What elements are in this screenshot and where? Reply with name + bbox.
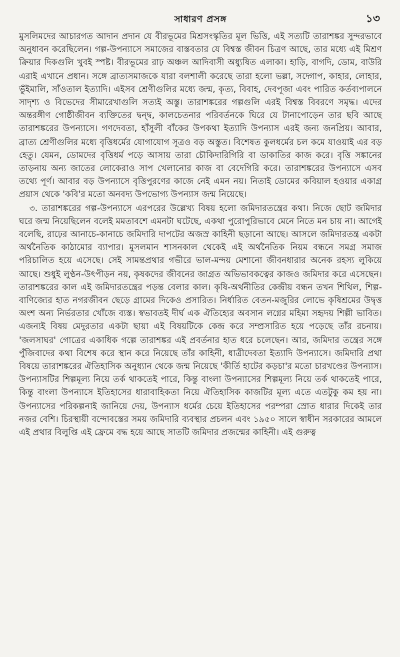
paragraph-1: মুসলিমদের আচারগত আদান প্রদান যে বীরভূমের মিশ্রসংস্কৃতির মূল ভিত্তি, এই সত্যটি তারাশঙ্কর সুন্দরভাবে অনুধাবন করেছিলেন। গল্প-উপন্যাসে সমাজের বাস্তবতার যে বিশ্বস্ত জীবন চিত্রণ আছে, তার মধ্যে এই মিশ্রণ ক্রিয়ার দিকগুলি খুবই স্পষ্ট। বীরভূমের রাঢ় অঞ্চল আদিবাসী অধ্যুষিত এলাকা। হাড়ি, বাগদি, ডোম, বাউরি এরাই এখানে প্রধান। সঙ্গে ব্রাত্যসমাজকে যারা বলশালী করেছে তারা হলো ভল্লা, সদ্গোপ, কাহার, লোহার, ভুঁইমালি, সাঁওতাল ইত্যাদি। এইসব শ্রেণীগুলির মধ্যে জন্ম, কৃত্য, বিবাহ, দেবপূজা এবং পারিত কর্তব্যপালনে সাদৃশ্য ও বিভেদের সীমারেখাগুলি সত্যই অস্তু। তারাশঙ্করের গল্পগুলি এরই বিশ্বস্ত বিবরণে সমৃদ্ধ। এদের অন্তরঙ্গীণ গোষ্ঠীজীবন ব্যক্তিতের দ্বন্দ্ব, কালচেতনার পরিবর্তনকে ঘিরে যে টানাপোড়েন তার ছবি আছে তারাশঙ্করের উপন্যাসে। গণদেবতা, হাঁসুলী বাঁকের উপকথা ইত্যাদি উপন্যাস এরই জন্য জনপ্রিয়। আবার, ব্রাত্য শ্রেণীগুলির মধ্যে বৃত্তিধর্মের যোগাযোগ সূত্রও বড় অস্তুত। বিশেষত কুলধর্মের চল কমে যাওয়াই এর বড় হেতু। যেমন, ডোমদের বৃত্তিধর্ম পড়ে আসায় তারা চৌকিদারিগিরি বা ডাকাতির কাজ করে। বৃত্তি সঙ্কানের তাড়নায় অন্য জাতের লোকেরাও সাপ খেলানোর কাজ বা বেদেগিরি করে। তারাশঙ্করের উপন্যাসে এসব তথ্যে পূর্ণ। আবার বড় উপন্যাসে বৃত্তিপুরণের কাজে নেই এমন নয়। নিতাই ডোমের কবিয়াল হওয়ার একাগ্র প্রয়াস থেকে 'কবি'র মতো অনবদ্য উপভোগ্য উপন্যাস জন্ম নিয়েছে।: [19, 32, 382, 201]
body-text: [19, 31, 382, 440]
running-head: [19, 10, 382, 28]
running-header-title: সাধারণ প্রসঙ্গ: [174, 15, 227, 25]
paragraph-2: ৩. তারাশঙ্করের গল্প-উপন্যাসে এরপরের উল্লেখ্য বিষয় হলো জমিদারতন্ত্রের কথা। নিজে ছোট জমিদার ঘরে জন্ম নিয়েছিলেন বলেই মমতাবশে এমনটা ঘটেছে, একথা পুরোপুরিভাবে মেনে নিতে মন চায় না। আগেই বলেছি, রাঢ়ের আনাচে-কানাচে জমিদারি দাপটের অজস্র কাহিনী ছড়ানো আছে। আসলে জমিদারতন্ত্র একটা অর্থনৈতিক কাঠামোর ব্যাপার। মুসলমান শাসনকাল থেকেই এই অর্থনৈতিক নিয়ম বন্ধনে সমগ্র সমাজ পরিচালিত হয়ে এসেছে। সেই সামন্তপ্রথার গভীরে ভাল-মন্দয় মেশানো জীবনধারার অনেক রহস্য লুকিয়ে আছে। শুধুই লুণ্ঠন-উৎপীড়ন নয়, কৃষকদের জীবনের জাগ্রত অভিভাবকত্বের কাজও জমিদার করে এসেছেন। তারাশঙ্করের কাল এই জমিদারতন্ত্রের পড়ন্ত বেলার কাল। কৃষি-অর্থনীতির কেন্দ্রীয় বন্ধন তখন শিথিল, শিল্প-বাণিজ্যের হাত নগরজীবন ছেড়ে গ্রামের দিকেও প্রসারিত। নির্ধারিত বেতন-মজুরির লোভে কৃষিশ্রমের উদ্বৃত্ত অংশ অন্য নির্ভরতার খোঁজে ব্যস্ত। স্বভাবতই দীর্ঘ এক ঐতিহ্যের অবসান লগ্নের মহিমা সহৃদয় শিল্পী ভাবিত। এজন্যই বিষয় মেদুরতার একটা ছায়া এই বিষয়টিকে কেন্দ্র করে সম্প্রসারিত হয়ে পড়েছে তাঁর রচনায়। 'জলসাঘর' গোত্রের একাধিক গল্পে তারাশঙ্কর এই প্রবর্তনার হাত ধরে চলেছেন। আর, জমিদার তন্ত্রের সঙ্গে পুঁজিবাদের কথা বিশেষ করে স্থান করে নিয়েছে তাঁর কাহিনী, ধাত্রীদেবতা ইত্যাদি উপন্যাসে। জমিদারি প্রথা বিষয়ে তারাশঙ্করের ঐতিহাসিক অনুধ্যান থেকে জন্ম নিয়েছে 'কীর্তি হাটের কড়চা'র মতো চারখণ্ডের উপন্যাস। উপন্যাসটির শিল্পমূল্য নিয়ে তর্ক থাকতেই পারে, কিন্তু বাংলা উপন্যাসের শিল্পমূল্য নিয়ে তর্ক থাকতেই পারে, কিন্তু বাংলা উপন্যাসে ইতিহাসের ধারাবাহিকতা নিয়ে ঐতিহাসিক কাজটির মূল্য এতে এতটুকু কম হয় না। উপন্যাসের পরিকল্পনাই জানিয়ে দেয়, উপন্যাস ধর্মের চেয়ে ইতিহাসের পরম্পরা স্রোত ধারার দিকেই তার নজর বেশি। চিরস্থায়ী বন্দোবস্তের সময় জমিদারি ব্যবস্থার প্রচলন এবং ১৯৫০ সালে স্বাধীন সরকারের আমলে এই প্রথার বিলুপ্তি এই ফ্রেমে বদ্ধ হয়ে আছে সাতটি জমিদার প্রজন্মের কাহিনী। এই গুরুত্ব: [19, 203, 382, 439]
page-number: ১৩: [365, 12, 380, 25]
